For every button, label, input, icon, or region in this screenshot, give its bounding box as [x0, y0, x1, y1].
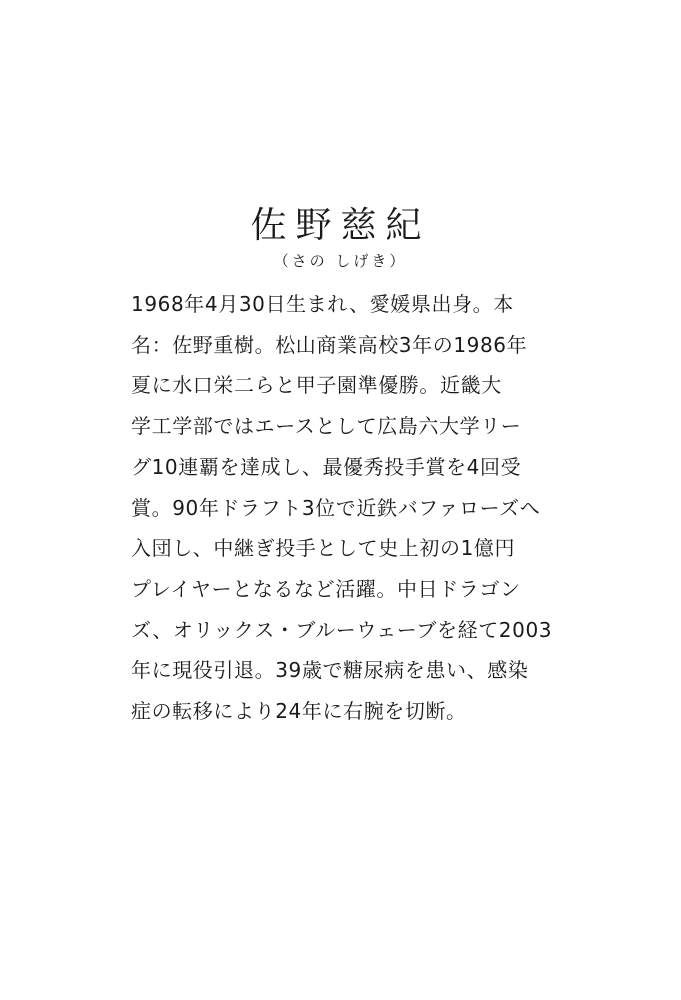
biography-line: 夏に水口栄二らと甲子園準優勝。近畿大	[131, 373, 502, 398]
biography-line: 名：佐野重樹。松山商業高校3年の1986年	[131, 332, 528, 357]
author-name-reading: （さの しげき）	[273, 252, 408, 270]
biography-line: プレイヤーとなるなど活躍。中日ドラゴン	[131, 576, 521, 601]
biography-line: 学工学部ではエースとして広島六大学リー	[131, 414, 522, 439]
biography-line: 入団し、中継ぎ投手として史上初の1億円	[131, 536, 516, 561]
biography-line: 1968年4月30日生まれ、愛媛県出身。本	[131, 292, 514, 316]
biography-line: 年に現役引退。39歳で糖尿病を患い、感染	[131, 658, 529, 683]
biography-line: 症の転移により24年に右腕を切断。	[131, 699, 467, 724]
biography-line: ズ、オリックス・ブルーウェーブを経て2003	[131, 617, 553, 642]
author-name: 佐野慈紀	[250, 205, 431, 246]
biography-line: 賞。90年ドラフト3位で近鉄バファローズへ	[131, 495, 541, 520]
biography-line: グ10連覇を達成し、最優秀投手賞を4回受	[131, 454, 522, 479]
author-biography	[131, 284, 561, 732]
